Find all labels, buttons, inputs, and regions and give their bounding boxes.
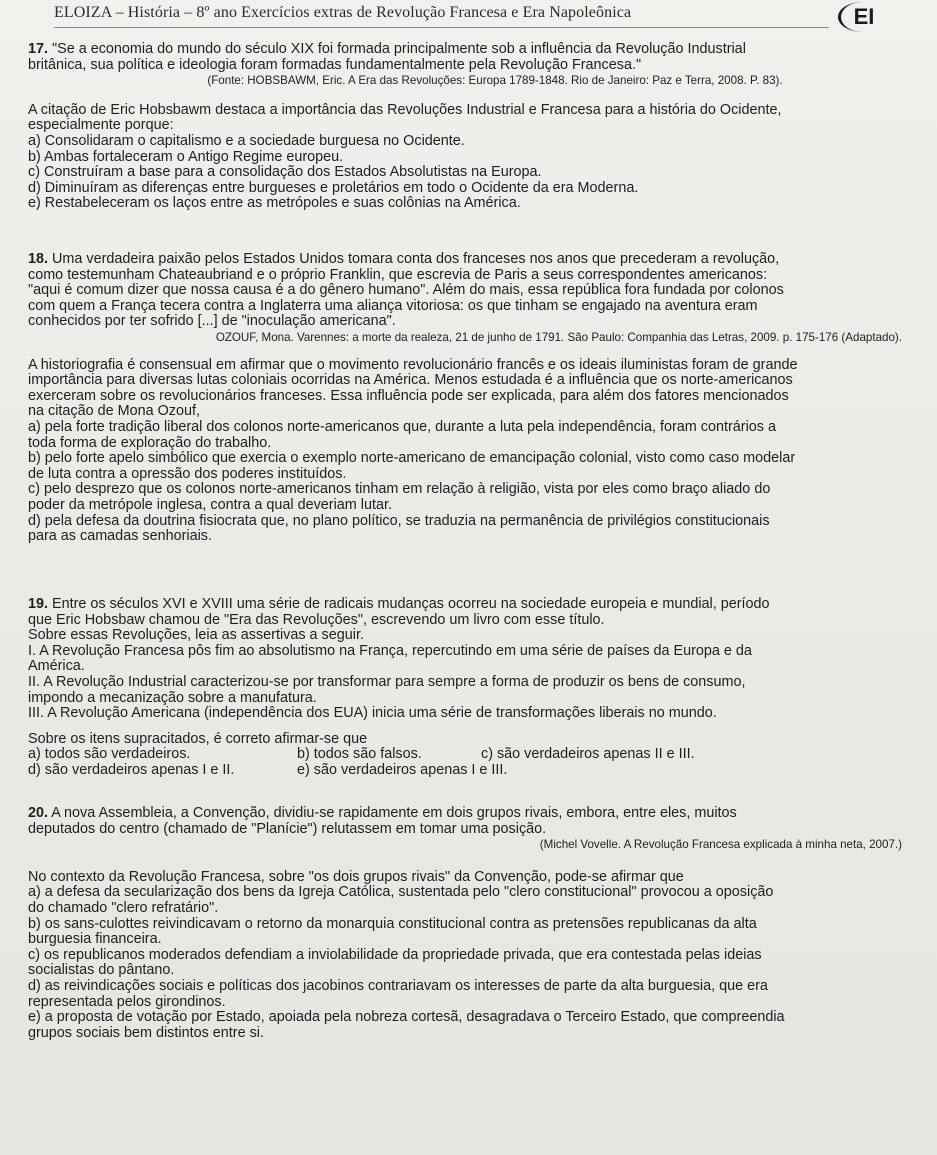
q19-text-line-3: Sobre essas Revoluções, leia as assertivas a seguir. xyxy=(28,627,364,644)
q20-text-line-2: deputados do centro (chamado de "Planície") relutassem em tomar uma posição. xyxy=(28,820,547,837)
header-divider xyxy=(54,27,829,28)
q17-option-d[interactable]: d) Diminuíram as diferenças entre burgueses e proletários em todo o Ocidente da era Moderna. xyxy=(28,179,639,196)
q19-stem: Sobre os itens supracitados, é correto afirmar-se que xyxy=(28,730,368,747)
q20-option-c[interactable]: c) os republicanos moderados defendiam a inviolabilidade da propriedade privada, que era contestada pelas ideias socialistas do pântano. xyxy=(28,946,762,979)
q19-options-row-1 xyxy=(28,747,906,763)
q18-text-line-4: com quem a França tecera contra a Inglaterra uma aliança vitoriosa: os que tinham se engajado na aventura eram xyxy=(28,297,758,314)
q20-stem: No contexto da Revolução Francesa, sobre "os dois grupos rivais" da Convenção, pode-se afirmar que xyxy=(28,868,684,885)
q18-text-line-2: como testemunham Chateaubriand e o próprio Franklin, que escrevia de Paris a seus correspondentes americanos: xyxy=(28,266,768,283)
q19-option-c[interactable]: c) são verdadeiros apenas II e III. xyxy=(481,746,695,763)
q18-number: 18. xyxy=(28,251,49,267)
handwritten-code-badge: EI xyxy=(838,2,887,32)
question-19 xyxy=(28,597,906,779)
q18-text-line-5: conhecidos por ter sofrido [...] de "inoculação americana". xyxy=(28,313,396,330)
q20-text-line-1: 20. A nova Assembleia, a Convenção, dividiu-se rapidamente em dois grupos rivais, embora, entre eles, muitos xyxy=(28,805,737,821)
q19-option-d[interactable]: d) são verdadeiros apenas I e II. xyxy=(28,761,235,778)
question-17 xyxy=(28,42,906,212)
q18-text-line-1: 18. Uma verdadeira paixão pelos Estados Unidos tomara conta dos franceses nos anos que precederam a revolução, xyxy=(28,251,780,267)
q17-option-e[interactable]: e) Restabeleceram os laços entre as metrópoles e suas colônias na América. xyxy=(28,195,521,212)
q17-stem-line-1: A citação de Eric Hobsbawm destaca a importância das Revoluções Industrial e Francesa para a história do Ocidente, xyxy=(28,101,782,118)
q18-option-d[interactable]: d) pela defesa da doutrina fisiocrata que, no plano político, se traduzia na permanência de privilégios constitucionais para as camadas senhoriais. xyxy=(28,512,770,545)
question-18 xyxy=(28,252,906,545)
q19-item-1: I. A Revolução Francesa pôs fim ao absolutismo na França, repercutindo em uma série de países da Europa e da América. xyxy=(28,642,752,675)
q19-option-a[interactable]: a) todos são verdadeiros. xyxy=(28,746,191,763)
q19-item-2: II. A Revolução Industrial caracterizou-se por transformar para sempre a forma de produzir os bens de consumo, impondo a mecanização sobre a manufatura. xyxy=(28,673,746,706)
q19-text-line-1: 19. Entre os séculos XVI e XVIII uma série de radicais mudanças ocorreu na sociedade europeia e mundial, período xyxy=(28,596,770,612)
document-header: ELOIZA – História – 8º ano Exercícios extras de Revolução Francesa e Era Napoleônica xyxy=(54,4,632,21)
q19-number: 19. xyxy=(28,596,49,612)
q19-options-row-2 xyxy=(28,763,906,779)
q19-option-b[interactable]: b) todos são falsos. xyxy=(297,746,422,763)
q19-item-3: III. A Revolução Americana (independência dos EUA) inicia uma série de transformações liberais no mundo. xyxy=(28,705,717,722)
q17-quote-line-2: britânica, sua política e ideologia foram formadas fundamentalmente pela Revolução Francesa." xyxy=(28,56,642,73)
q18-stem-line-3: exerceram sobre os revolucionários franceses. Essa influência pode ser explicada, para além dos fatores mencionados xyxy=(28,387,789,404)
q20-option-a[interactable]: a) a defesa da secularização dos bens da Igreja Católica, sustentada pelo "clero constitucional" provocou a oposição do chamado "clero refratário". xyxy=(28,884,774,916)
q20-option-e[interactable]: e) a proposta de votação por Estado, apoiada pela nobreza cortesã, desagradava o Terceiro Estado, que compreendia grupos sociais bem distintos entre si. xyxy=(28,1009,785,1041)
q18-option-c[interactable]: c) pelo desprezo que os colonos norte-americanos tinham em relação à religião, vista por eles como braço aliado do poder da metrópole inglesa, contra a qual deveriam lutar. xyxy=(28,481,771,513)
q17-quote-line-1: 17. "Se a economia do mundo do século XIX foi formada principalmente sob a influência da Revolução Industrial xyxy=(28,41,746,57)
q19-text-line-2: que Eric Hobsbaw chamou de "Era das Revoluções", escrevendo um livro com esse título. xyxy=(28,611,605,628)
q17-option-b[interactable]: b) Ambas fortaleceram o Antigo Regime europeu. xyxy=(28,148,344,165)
q17-option-c[interactable]: c) Construíram a base para a consolidação dos Estados Absolutistas na Europa. xyxy=(28,164,542,181)
q18-source: OZOUF, Mona. Varennes: a morte da realeza, 21 de junho de 1791. São Paulo: Companhia das Letras, 2009. p. 175-176 (Adaptado). xyxy=(215,330,902,344)
q18-text-line-3: "aqui é comum dizer que nossa causa é a do gênero humano". Além do mais, essa república fora fundada por colonos xyxy=(28,282,784,299)
q17-source: (Fonte: HOBSBAWM, Eric. A Era das Revoluções: Europa 1789-1848. Rio de Janeiro: Paz e Terra, 2008. P. 83). xyxy=(207,74,783,88)
q20-source: (Michel Vovelle. A Revolução Francesa explicada à minha neta, 2007.) xyxy=(539,838,902,852)
q17-number: 17. xyxy=(28,41,49,57)
q18-stem-line-2: importância para diversas lutas coloniais ocorridas na América. Menos estudada é a influência que os norte-americanos xyxy=(28,372,793,389)
q20-number: 20. xyxy=(28,805,49,821)
q17-stem-line-2: especialmente porque: xyxy=(28,117,174,134)
q18-option-a[interactable]: a) pela forte tradição liberal dos colonos norte-americanos que, durante a luta pela independência, foram contrários a toda forma de exploração do trabalho. xyxy=(28,418,776,451)
q19-option-e[interactable]: e) são verdadeiros apenas I e III. xyxy=(297,761,508,778)
q18-stem-line-4: na citação de Mona Ozouf, xyxy=(28,403,200,420)
q20-option-b[interactable]: b) os sans-culottes reivindicavam o retorno da monarquia constitucional contra as pretensões republicanas da alta burguesia financeira. xyxy=(28,915,757,948)
question-20 xyxy=(28,806,906,1041)
q18-stem-line-1: A historiografia é consensual em afirmar que o movimento revolucionário francês e os ideais iluministas foram de grande xyxy=(28,356,798,373)
q18-option-b[interactable]: b) pelo forte apelo simbólico que exercia o exemplo norte-americano de emancipação colonial, visto como caso modelar de luta contra a opressão dos poderes instituídos. xyxy=(28,450,796,482)
q17-option-a[interactable]: a) Consolidaram o capitalismo e a sociedade burguesa no Ocidente. xyxy=(28,132,465,149)
q20-option-d[interactable]: d) as reivindicações sociais e políticas dos jacobinos contrariavam os interesses de parte da alta burguesia, que era representada pelos girondinos. xyxy=(28,977,768,1010)
